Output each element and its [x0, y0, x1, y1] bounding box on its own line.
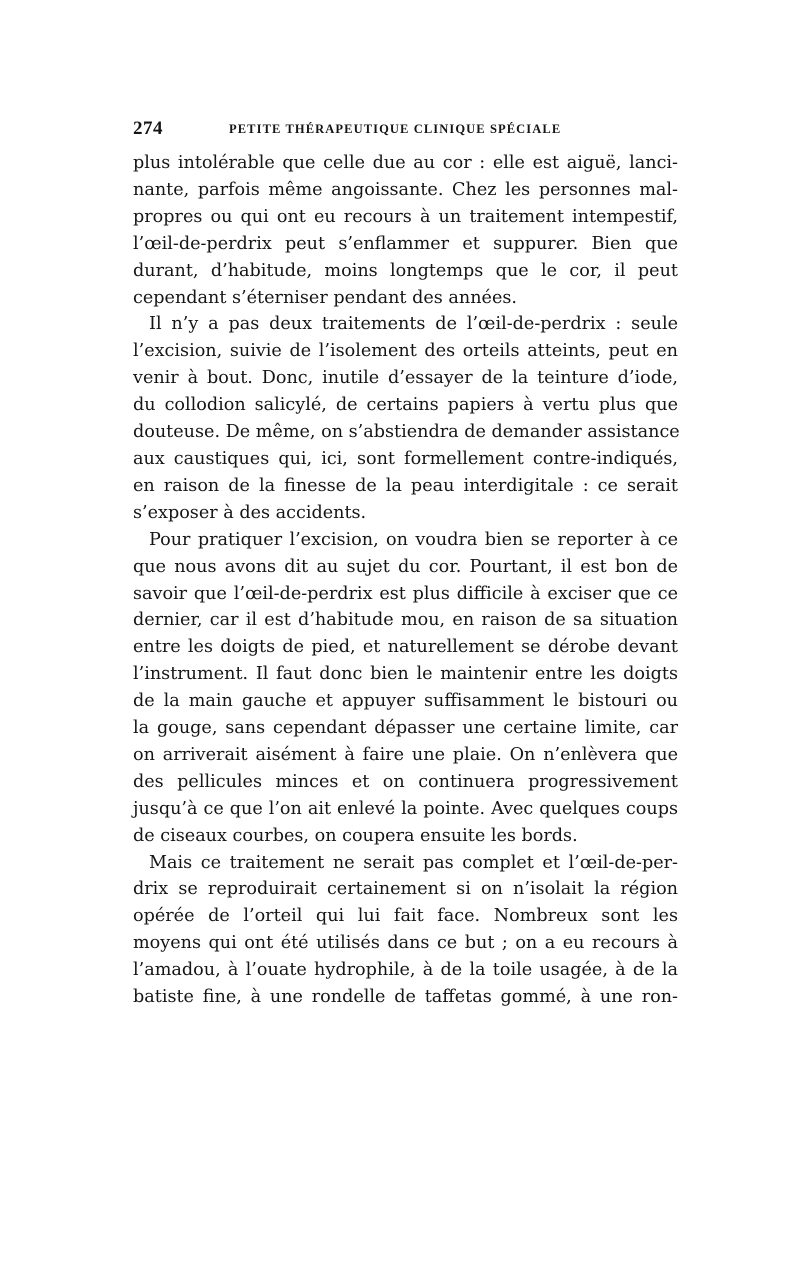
- text-line: de la main gauche et appuyer suffisamment le bistouri ou: [133, 691, 678, 712]
- text-line: entre les doigts de pied, et naturellement se dérobe devant: [133, 637, 678, 658]
- text-line: nante, parfois même angoissante. Chez les personnes mal-: [133, 179, 678, 200]
- text-line: l’instrument. Il faut donc bien le maintenir entre les doigts: [133, 664, 678, 685]
- text-line: de ciseaux courbes, on coupera ensuite les bords.: [133, 825, 578, 846]
- paragraph: [133, 311, 678, 526]
- text-line: venir à bout. Donc, inutile d’essayer de la teinture d’iode,: [133, 368, 678, 389]
- text-line: aux caustiques qui, ici, sont formellement contre-indiqués,: [133, 448, 678, 469]
- text-line: plus intolérable que celle due au cor : elle est aiguë, lanci-: [133, 153, 678, 173]
- text-line: du collodion salicylé, de certains papiers à vertu plus que: [133, 395, 678, 416]
- text-line: opérée de l’orteil qui lui fait face. Nombreux sont les: [133, 906, 678, 927]
- text-line: douteuse. De même, on s’abstiendra de demander assistance: [133, 422, 680, 443]
- text-line: on arriverait aisément à faire une plaie. On n’enlèvera que: [133, 744, 678, 765]
- text-line: cependant s’éterniser pendant des années.: [133, 287, 517, 308]
- text-line: l’excision, suivie de l’isolement des orteils atteints, peut en: [133, 341, 678, 362]
- text-line: Il n’y a pas deux traitements de l’œil-de-perdrix : seule: [149, 314, 678, 335]
- text-line: en raison de la finesse de la peau interdigitale : ce serait: [133, 475, 678, 496]
- running-title: PETITE THÉRAPEUTIQUE CLINIQUE SPÉCIALE: [229, 122, 562, 136]
- page-number: 274: [133, 118, 163, 139]
- text-line: l’amadou, à l’ouate hydrophile, à de la toile usagée, à de la: [133, 960, 678, 981]
- text-line: drix se reproduirait certainement si on n’isolait la région: [133, 879, 678, 900]
- text-line: jusqu’à ce que l’on ait enlevé la pointe. Avec quelques coups: [133, 798, 678, 819]
- book-page: [133, 118, 678, 1011]
- text-line: durant, d’habitude, moins longtemps que le cor, il peut: [133, 260, 678, 281]
- text-line: des pellicules minces et on continuera progressivement: [133, 771, 678, 792]
- paragraph: [133, 527, 678, 850]
- text-line: propres ou qui ont eu recours à un traitement intempestif,: [133, 206, 678, 227]
- text-line: Pour pratiquer l’excision, on voudra bien se reporter à ce: [149, 529, 678, 550]
- text-line: batiste fine, à une rondelle de taffetas gommé, à une ron-: [133, 987, 678, 1008]
- paragraph: [133, 150, 678, 311]
- running-head: [133, 118, 678, 144]
- text-line: s’exposer à des accidents.: [133, 502, 367, 523]
- text-line: Mais ce traitement ne serait pas complet et l’œil-de-per-: [149, 852, 678, 873]
- text-line: que nous avons dit au sujet du cor. Pourtant, il est bon de: [133, 556, 678, 577]
- text-line: la gouge, sans cependant dépasser une certaine limite, car: [133, 718, 678, 739]
- paragraph: [133, 850, 678, 1011]
- text-line: savoir que l’œil-de-perdrix est plus difficile à exciser que ce: [133, 583, 678, 604]
- text-line: dernier, car il est d’habitude mou, en raison de sa situation: [133, 610, 678, 631]
- body-text: [133, 150, 678, 1011]
- text-line: l’œil-de-perdrix peut s’enflammer et suppurer. Bien que: [133, 233, 678, 254]
- text-line: moyens qui ont été utilisés dans ce but ; on a eu recours à: [133, 933, 678, 954]
